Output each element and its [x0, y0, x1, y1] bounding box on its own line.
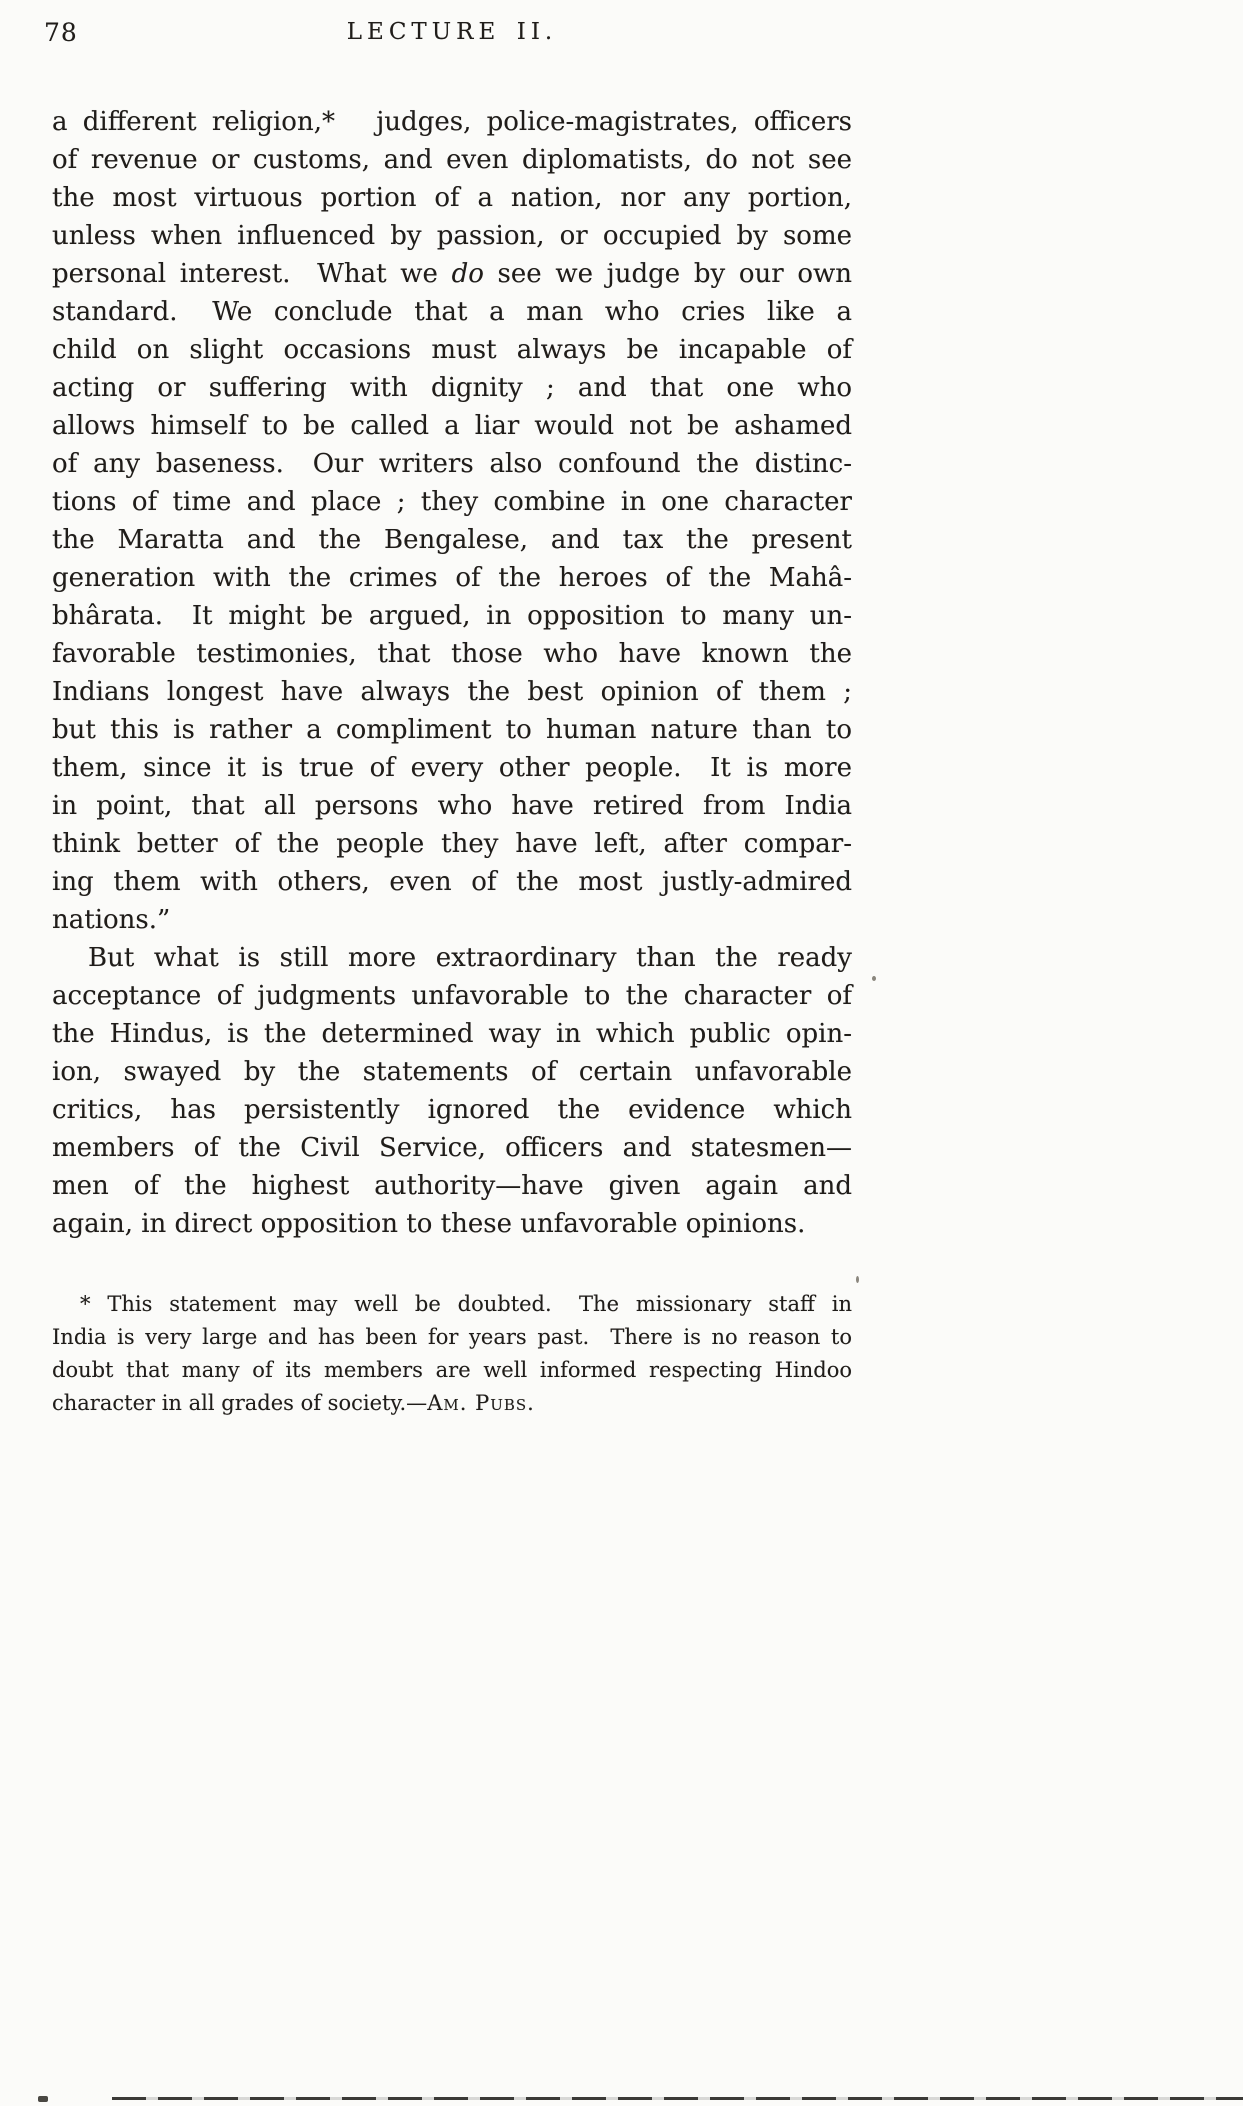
scan-speck — [872, 976, 876, 981]
text-segment: standard. We conclude that a man who cries like a — [52, 297, 852, 327]
text-line — [52, 521, 852, 559]
page-number: 78 — [44, 18, 78, 47]
text-segment: allows himself to be called a liar would not be ashamed — [52, 411, 852, 441]
text-segment: of any baseness. Our writers also confound the distinc- — [52, 449, 852, 479]
text-segment: critics, has persistently ignored the evidence which — [52, 1095, 852, 1125]
text-line — [52, 673, 852, 711]
text-segment: in point, that all persons who have retired from India — [52, 791, 852, 821]
text-line — [52, 1354, 852, 1387]
text-line — [52, 559, 852, 597]
text-segment: nations.” — [52, 905, 171, 935]
text-line — [52, 749, 852, 787]
body-text — [52, 103, 852, 1243]
text-line — [52, 483, 852, 521]
text-line — [52, 255, 852, 293]
text-line — [52, 217, 852, 255]
text-segment: tions of time and place ; they combine in one character — [52, 487, 852, 517]
text-line — [52, 103, 852, 141]
text-segment: unless when influenced by passion, or occupied by some — [52, 221, 852, 251]
running-title: LECTURE II. — [346, 19, 558, 45]
text-line — [52, 787, 852, 825]
text-segment: doubt that many of its members are well informed respecting Hindoo — [52, 1358, 852, 1382]
text-line — [52, 1167, 852, 1205]
text-line — [52, 1091, 852, 1129]
text-line — [52, 825, 852, 863]
text-segment: but this is rather a compliment to human nature than to — [52, 715, 852, 745]
text-segment: bhârata. It might be argued, in opposition to many un- — [52, 601, 852, 631]
text-segment: ing them with others, even of the most justly-admired — [52, 867, 852, 897]
text-segment: * This statement may well be doubted. The missionary staff in — [80, 1292, 852, 1316]
text-line — [52, 1053, 852, 1091]
text-line — [52, 939, 852, 977]
text-line — [52, 863, 852, 901]
text-line — [52, 711, 852, 749]
italic-text: do — [451, 259, 484, 289]
text-segment: acting or suffering with dignity ; and that one who — [52, 373, 852, 403]
text-segment: the Maratta and the Bengalese, and tax the present — [52, 525, 852, 555]
footnote — [52, 1288, 852, 1420]
text-segment: character in all grades of society.— — [52, 1391, 428, 1415]
text-line — [52, 597, 852, 635]
text-line — [52, 445, 852, 483]
text-segment: think better of the people they have left, after compar- — [52, 829, 852, 859]
text-segment: a different religion,* judges, police-magistrates, officers — [52, 107, 852, 137]
text-segment: Indians longest have always the best opinion of them ; — [52, 677, 852, 707]
text-segment: of revenue or customs, and even diplomatists, do not see — [52, 145, 852, 175]
text-segment: them, since it is true of every other people. It is more — [52, 753, 852, 783]
text-line — [52, 179, 852, 217]
text-segment: favorable testimonies, that those who have known the — [52, 639, 852, 669]
text-segment: personal interest. What we — [52, 259, 452, 289]
text-line — [52, 901, 852, 939]
smallcaps-text: Am. Pubs. — [427, 1391, 535, 1415]
text-line — [52, 1288, 852, 1321]
text-line — [52, 1387, 852, 1420]
text-line — [52, 141, 852, 179]
text-segment: acceptance of judgments unfavorable to the character of — [52, 981, 852, 1011]
text-line — [52, 977, 852, 1015]
scan-edge-artifact — [112, 2097, 1243, 2100]
text-segment: child on slight occasions must always be incapable of — [52, 335, 852, 365]
text-segment: But what is still more extraordinary than the ready — [88, 943, 852, 973]
text-segment: generation with the crimes of the heroes of the Mahâ- — [52, 563, 852, 593]
text-line — [52, 1015, 852, 1053]
text-line — [52, 635, 852, 673]
scan-speck — [856, 1276, 859, 1283]
text-line — [52, 407, 852, 445]
text-segment: ion, swayed by the statements of certain unfavorable — [52, 1057, 852, 1087]
text-segment: men of the highest authority—have given again and — [52, 1171, 852, 1201]
scan-corner-artifact — [38, 2096, 48, 2102]
text-segment: the most virtuous portion of a nation, nor any portion, — [52, 183, 852, 213]
text-line — [52, 1205, 852, 1243]
text-line — [52, 1321, 852, 1354]
text-segment: see we judge by our own — [483, 259, 853, 289]
text-line — [52, 331, 852, 369]
text-segment: the Hindus, is the determined way in which public opin- — [52, 1019, 852, 1049]
text-line — [52, 369, 852, 407]
text-segment: India is very large and has been for years past. There is no reason to — [52, 1325, 852, 1349]
text-line — [52, 1129, 852, 1167]
page-header — [44, 16, 852, 52]
text-segment: members of the Civil Service, officers and statesmen— — [52, 1133, 852, 1163]
text-segment: again, in direct opposition to these unfavorable opinions. — [52, 1209, 806, 1239]
text-line — [52, 293, 852, 331]
